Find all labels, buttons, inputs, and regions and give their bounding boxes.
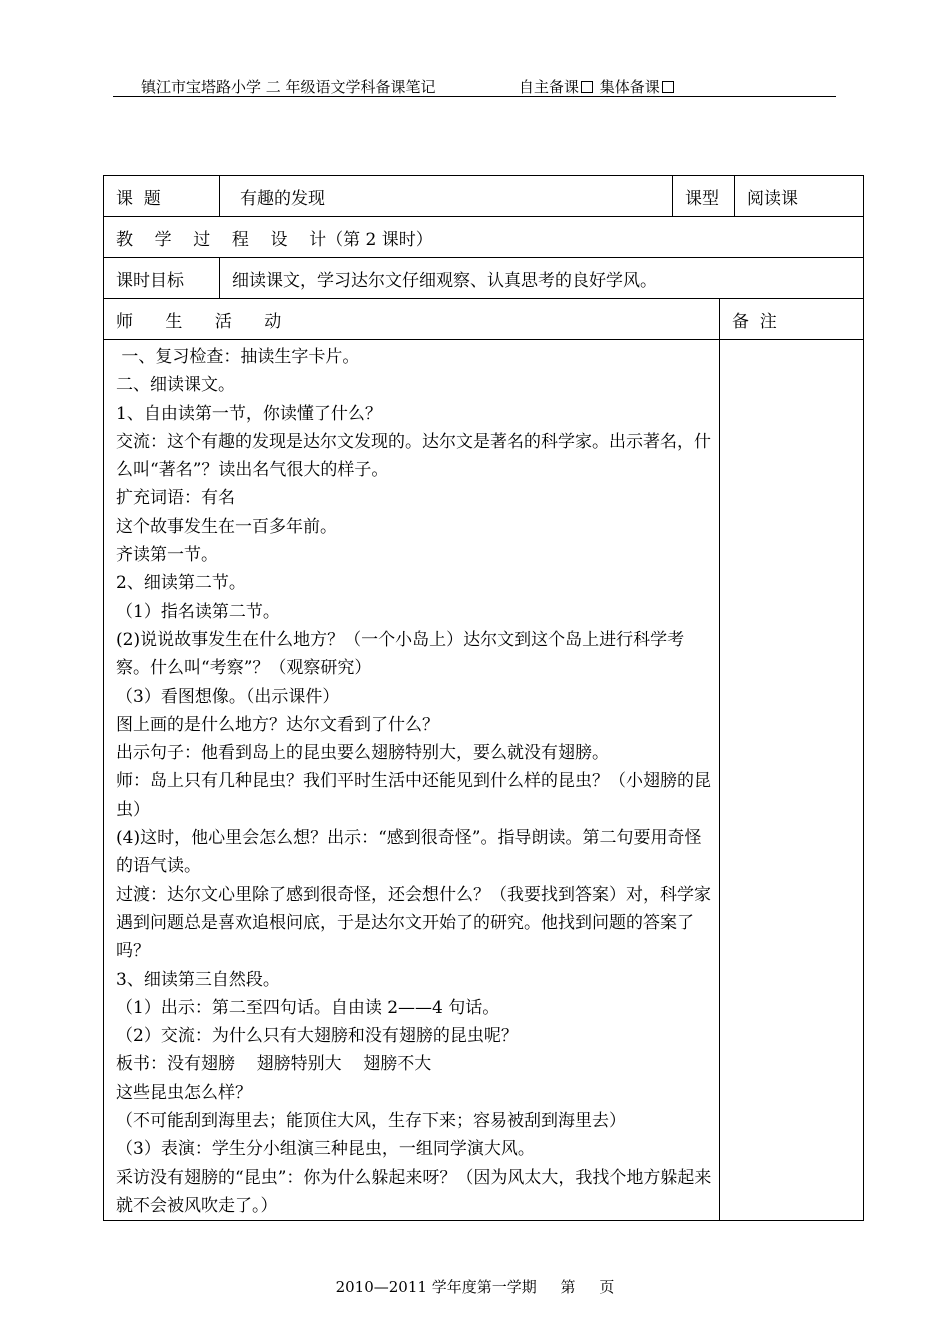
content-line: （1）指名读第二节。 (116, 601, 280, 622)
content-line: 图上画的是什么地方？达尔文看到了什么？ (116, 714, 439, 735)
content-line: 一、复习检查：抽读生字卡片。 (116, 347, 360, 367)
group-prep-checkbox[interactable] (662, 81, 674, 93)
activity-content-lines (116, 340, 719, 1220)
page-header (113, 74, 836, 97)
content-line: 师：岛上只有几种昆虫？我们平时生活中还能见到什么样的昆虫？（小翅膀的昆虫） (116, 771, 711, 820)
notes-content (720, 340, 864, 1221)
self-prep-checkbox[interactable] (581, 81, 593, 93)
content-line: （不可能刮到海里去；能顶住大风，生存下来；容易被刮到海里去） (116, 1111, 626, 1132)
activity-content (104, 340, 720, 1221)
prep-mode-options (519, 76, 676, 97)
goal-row (104, 258, 864, 299)
topic-label: 课 题 (104, 176, 220, 217)
content-line: （3）看图想像。（出示课件） (116, 686, 340, 707)
content-line: (2)说说故事发生在什么地方？（一个小岛上）达尔文到这个岛上进行科学考察。什么叫“考察”？（观察研究） (116, 629, 685, 679)
content-line: 齐读第一节。 (116, 545, 218, 566)
type-value: 阅读课 (735, 176, 864, 217)
content-line: 二、细读课文。 (116, 375, 235, 396)
lesson-plan-table (103, 175, 864, 1221)
activity-header-row (104, 299, 864, 340)
type-label: 课型 (673, 176, 735, 217)
activity-label: 师 生 活 动 (104, 299, 720, 340)
topic-value: 有趣的发现 (220, 176, 673, 217)
content-line: 3、细读第三自然段。 (116, 969, 280, 990)
self-prep-label: 自主备课 (519, 78, 580, 96)
content-line: （2）交流：为什么只有大翅膀和没有翅膀的昆虫呢？ (116, 1026, 518, 1047)
content-line: 这些昆虫怎么样？ (116, 1082, 252, 1103)
notes-label: 备 注 (720, 299, 864, 340)
design-title: 教 学 过 程 设 计（第 2 课时） (104, 217, 864, 258)
goal-value: 细读课文，学习达尔文仔细观察、认真思考的良好学风。 (220, 258, 864, 299)
design-row (104, 217, 864, 258)
content-line: 1、自由读第一节，你读懂了什么？ (116, 403, 382, 424)
content-line: 这个故事发生在一百多年前。 (116, 516, 337, 537)
topic-row (104, 176, 864, 217)
content-line: 2、细读第二节。 (116, 573, 246, 594)
content-line: 交流：这个有趣的发现是达尔文发现的。达尔文是著名的科学家。出示著名，什么叫“著名”？读出名气很大的样子。 (116, 431, 711, 481)
activity-content-row (104, 340, 864, 1221)
content-line: （1）出示：第二至四句话。自由读 2——4 句话。 (116, 997, 500, 1018)
content-line: 采访没有翅膀的“昆虫”：你为什么躲起来呀？（因为风太大，我找个地方躲起来就不会被风吹走了。） (116, 1167, 712, 1216)
content-line: (4)这时，他心里会怎么想？出示：“感到很奇怪”。指导朗读。第二句要用奇怪的语气读。 (116, 828, 702, 877)
school-title: 镇江市宝塔路小学 二 年级语文学科备课笔记 (141, 78, 436, 96)
content-line: 板书：没有翅膀 翅膀特别大 翅膀不大 (116, 1054, 432, 1075)
content-line: 出示句子：他看到岛上的昆虫要么翅膀特别大，要么就没有翅膀。 (116, 743, 609, 764)
page-footer: 2010—2011 学年度第一学期 第 页 (335, 1278, 615, 1296)
goal-label: 课时目标 (104, 258, 220, 299)
content-line: （3）表演：学生分小组演三种昆虫，一组同学演大风。 (116, 1139, 535, 1160)
content-line: 扩充词语：有名 (116, 488, 235, 509)
content-line: 过渡：达尔文心里除了感到很奇怪，还会想什么？（我要找到答案）对，科学家遇到问题总是喜欢追根问底，于是达尔文开始了的研究。他找到问题的答案了吗？ (116, 884, 711, 962)
group-prep-label: 集体备课 (599, 78, 660, 96)
